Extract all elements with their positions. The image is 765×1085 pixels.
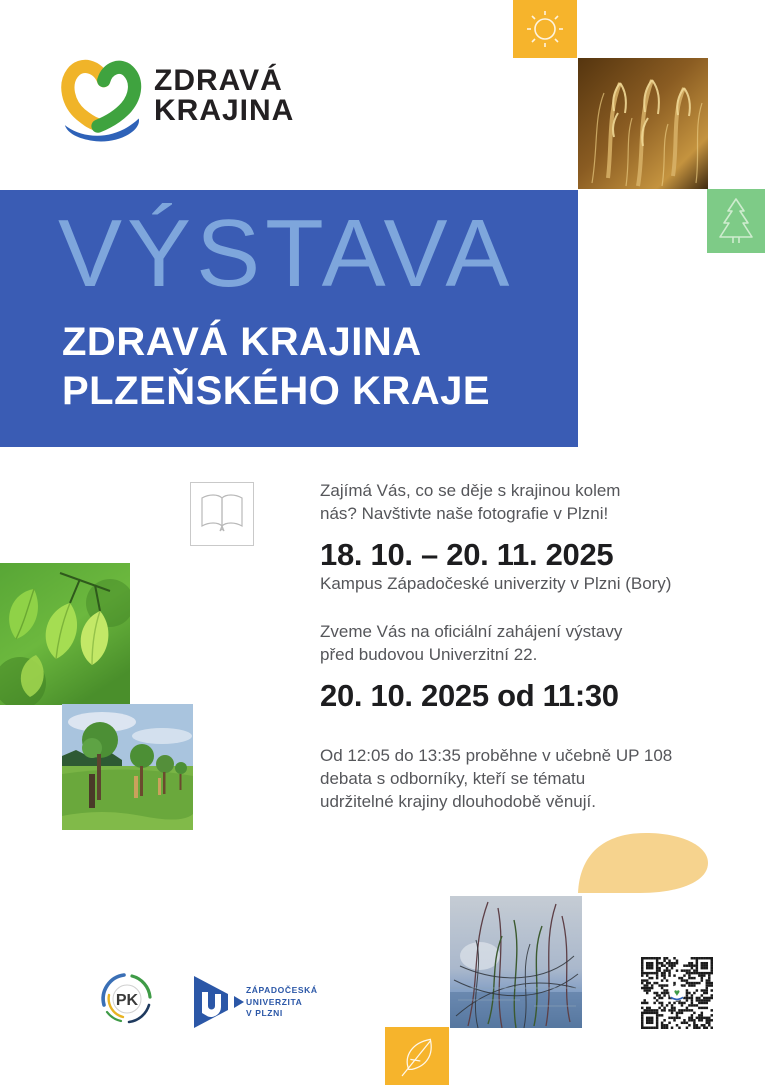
venue-text: Kampus Západočeské univerzity v Plzni (Bory) (320, 574, 672, 593)
exhibition-title: VÝSTAVA (58, 200, 515, 307)
sun-icon (521, 5, 569, 53)
open-book-icon (190, 482, 254, 546)
pk-logo (99, 971, 155, 1027)
zcu-logo-text (246, 985, 318, 1020)
feather-square (385, 1027, 449, 1085)
invite-text (320, 620, 730, 666)
intro-line1: Zajímá Vás, co se děje s krajinou kolem (320, 481, 621, 500)
brand-line2: KRAJINA (154, 94, 295, 127)
svg-text:♥: ♥ (673, 987, 681, 999)
leaves-photo (0, 563, 130, 705)
title-banner (0, 190, 578, 447)
zdrava-krajina-logo (60, 56, 155, 146)
sun-square (513, 0, 577, 58)
opening-datetime: 20. 10. 2025 od 11:30 (320, 678, 619, 713)
pine-tree-icon (713, 195, 759, 247)
gold-leaf-shape (578, 833, 708, 893)
reeds-photo (450, 896, 582, 1028)
zcu-line3: V PLZNI (246, 1008, 283, 1018)
zcu-logo-mark (188, 970, 248, 1028)
invite-line1: Zveme Vás na oficiální zahájení výstavy (320, 622, 623, 641)
debate-line3: udržitelné krajiny dlouhodobě věnují. (320, 792, 596, 811)
zcu-line2: UNIVERZITA (246, 996, 303, 1007)
heart-swoosh-icon (60, 56, 155, 146)
trees-photo (62, 704, 193, 830)
wheat-photo (578, 58, 708, 189)
intro-text (320, 479, 730, 525)
brand-name (154, 66, 294, 126)
pk-label: PK (115, 992, 139, 1009)
feather-icon (392, 1031, 442, 1081)
subtitle-line1: ZDRAVÁ KRAJINA (62, 320, 422, 364)
debate-text (320, 744, 730, 813)
debate-line1: Od 12:05 do 13:35 proběhne v učebně UP 108 (320, 746, 673, 765)
exhibition-subtitle (62, 318, 490, 416)
tree-square (707, 189, 765, 253)
exhibition-dates: 18. 10. – 20. 11. 2025 (320, 537, 614, 572)
debate-line2: debata s odborníky, kteří se tématu (320, 769, 586, 788)
qr-code (641, 957, 713, 1029)
subtitle-line2: PLZEŇSKÉHO KRAJE (62, 369, 491, 413)
intro-line2: nás? Navštivte naše fotografie v Plzni! (320, 504, 609, 523)
invite-line2: před budovou Univerzitní 22. (320, 645, 538, 664)
zcu-line1: ZÁPADOČESKÁ (246, 985, 318, 995)
brand-line1: ZDRAVÁ (154, 64, 283, 97)
